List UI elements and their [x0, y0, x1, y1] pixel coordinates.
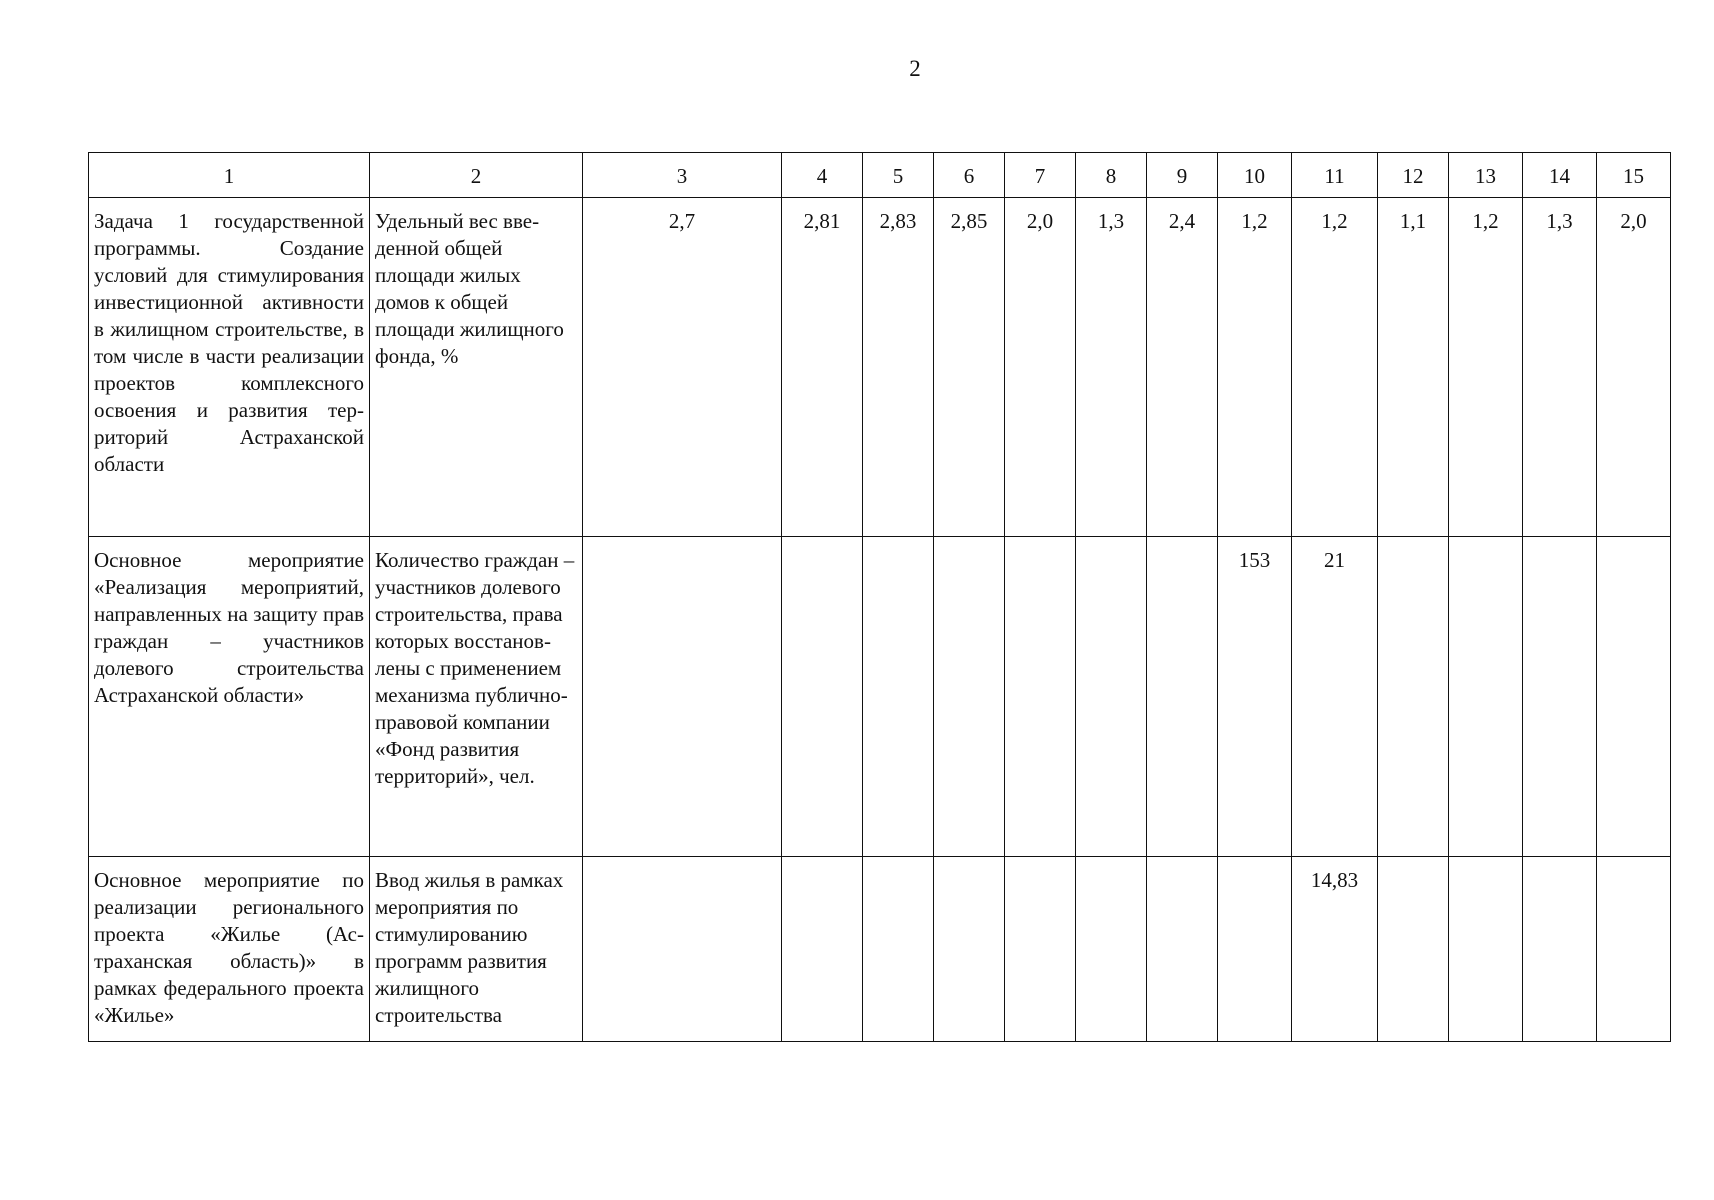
value-cell: 2,85: [934, 198, 1005, 537]
row-indicator: Ввод жилья в рамках мероприятия по стимулированию программ развития жилищного строительства: [370, 857, 583, 1042]
column-header: 12: [1378, 153, 1449, 198]
value-cell: [1147, 537, 1218, 857]
value-cell: [583, 857, 782, 1042]
column-header: 6: [934, 153, 1005, 198]
indicators-table: [88, 152, 1671, 1042]
row-title: Основное мероприятие «Реализация мероприятий, направленных на защиту прав граждан – участников долевого строительства Астраханской области»: [89, 537, 370, 857]
value-cell: [863, 537, 934, 857]
value-cell: [1147, 857, 1218, 1042]
table-header-row: [89, 153, 1671, 198]
value-cell: [782, 857, 863, 1042]
value-cell: 2,7: [583, 198, 782, 537]
value-cell: 2,0: [1005, 198, 1076, 537]
column-header: 2: [370, 153, 583, 198]
value-cell: 21: [1292, 537, 1378, 857]
row-indicator: Количество граждан – участников долевого строительства, права которых восстановлены с применением механизма публично-правовой компании «Фонд развития территорий», чел.: [370, 537, 583, 857]
value-cell: [1449, 857, 1523, 1042]
value-cell: [1076, 537, 1147, 857]
value-cell: 1,2: [1449, 198, 1523, 537]
column-header: 7: [1005, 153, 1076, 198]
column-header: 13: [1449, 153, 1523, 198]
value-cell: [583, 537, 782, 857]
value-cell: 1,2: [1218, 198, 1292, 537]
value-cell: [1378, 857, 1449, 1042]
value-cell: [1005, 537, 1076, 857]
value-cell: 14,83: [1292, 857, 1378, 1042]
page-number: 2: [909, 56, 921, 81]
column-header: 5: [863, 153, 934, 198]
column-header: 3: [583, 153, 782, 198]
value-cell: [1523, 537, 1597, 857]
column-header: 4: [782, 153, 863, 198]
value-cell: [1597, 857, 1671, 1042]
column-header: 9: [1147, 153, 1218, 198]
value-cell: [1523, 857, 1597, 1042]
column-header: 15: [1597, 153, 1671, 198]
value-cell: [782, 537, 863, 857]
column-header: 11: [1292, 153, 1378, 198]
value-cell: [1218, 857, 1292, 1042]
value-cell: [934, 537, 1005, 857]
value-cell: [1005, 857, 1076, 1042]
value-cell: 1,1: [1378, 198, 1449, 537]
table-row: [89, 857, 1671, 1042]
value-cell: [934, 857, 1005, 1042]
value-cell: 2,0: [1597, 198, 1671, 537]
table-row: [89, 198, 1671, 537]
value-cell: [1378, 537, 1449, 857]
value-cell: [1449, 537, 1523, 857]
column-header: 8: [1076, 153, 1147, 198]
column-header: 10: [1218, 153, 1292, 198]
row-title: Основное мероприятие по реализации регионального проекта «Жилье (Астраханская область)» в рамках федерального проекта «Жилье»: [89, 857, 370, 1042]
column-header: 1: [89, 153, 370, 198]
value-cell: [1597, 537, 1671, 857]
value-cell: 2,4: [1147, 198, 1218, 537]
row-title: Задача 1 государственной программы. Создание условий для стимулирования инвестиционной активности в жилищном строительстве, в том числе в части реализации проектов комплексного освоения и развития территорий Астраханской области: [89, 198, 370, 537]
value-cell: 153: [1218, 537, 1292, 857]
value-cell: [863, 857, 934, 1042]
row-indicator: Удельный вес введенной общей площади жилых домов к общей площади жилищного фонда, %: [370, 198, 583, 537]
value-cell: 2,81: [782, 198, 863, 537]
value-cell: [1076, 857, 1147, 1042]
value-cell: 1,2: [1292, 198, 1378, 537]
value-cell: 1,3: [1523, 198, 1597, 537]
value-cell: 2,83: [863, 198, 934, 537]
table-row: [89, 537, 1671, 857]
value-cell: 1,3: [1076, 198, 1147, 537]
column-header: 14: [1523, 153, 1597, 198]
